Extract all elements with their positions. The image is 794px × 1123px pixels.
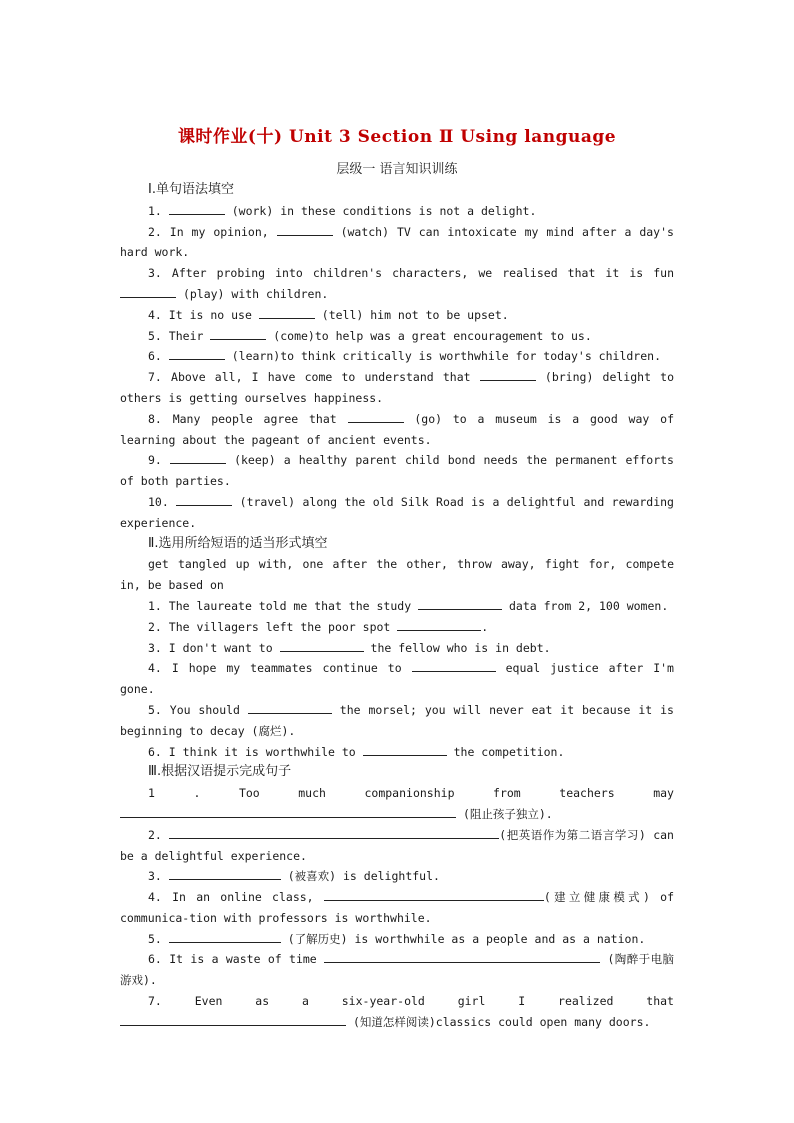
question-item: 3. I don't want to the fellow who is in debt. bbox=[148, 640, 551, 655]
answer-blank[interactable] bbox=[210, 327, 266, 340]
question-item: 1. The laureate told me that the study data from 2, 100 women. bbox=[148, 598, 669, 613]
question-item: 5. (了解历史) is worthwhile as a people and as a nation. bbox=[148, 931, 646, 946]
answer-blank[interactable] bbox=[120, 285, 176, 298]
question-item: 2. The villagers left the poor spot . bbox=[148, 619, 489, 634]
question-item: 7. Above all, I have come to understand that (bring) delight to others is getting ourselves happiness. bbox=[120, 370, 675, 405]
question-item: 3. (被喜欢) is delightful. bbox=[148, 869, 440, 884]
answer-blank[interactable] bbox=[324, 888, 544, 901]
question-item: 6. It is a waste of time (陶醉于电脑游戏). bbox=[120, 952, 674, 988]
section-heading: Ⅰ.单句语法填空 bbox=[148, 182, 234, 197]
question-item: 4. I hope my teammates continue to equal justice after I'm gone. bbox=[120, 661, 674, 697]
question-item: 7. Even as a six-year-old girl I realized that (知道怎样阅读)classics could open many doors. bbox=[120, 991, 674, 1033]
answer-blank[interactable] bbox=[363, 743, 447, 756]
question-item: 6. I think it is worthwhile to the competition. bbox=[148, 744, 565, 759]
question-item: 6. (learn)to think critically is worthwhile for today's children. bbox=[148, 349, 661, 364]
answer-blank[interactable] bbox=[324, 950, 600, 963]
question-item: 1. (work) in these conditions is not a delight. bbox=[148, 203, 537, 218]
answer-blank[interactable] bbox=[169, 347, 225, 360]
answer-blank[interactable] bbox=[348, 410, 404, 423]
answer-blank[interactable] bbox=[397, 618, 481, 631]
answer-blank[interactable] bbox=[120, 1013, 346, 1026]
answer-blank[interactable] bbox=[169, 202, 225, 215]
question-item: 4. It is no use (tell) him not to be upset. bbox=[148, 307, 509, 322]
answer-blank[interactable] bbox=[277, 223, 333, 236]
answer-blank[interactable] bbox=[176, 493, 232, 506]
answer-blank[interactable] bbox=[248, 701, 332, 714]
question-item: 1 . Too much companionship from teachers may (阻止孩子独立). bbox=[120, 783, 674, 825]
answer-blank[interactable] bbox=[169, 930, 281, 943]
answer-blank[interactable] bbox=[259, 306, 315, 319]
exercise-content bbox=[120, 180, 674, 1033]
level-subtitle: 层级一 语言知识训练 bbox=[336, 162, 458, 177]
section-heading: Ⅲ.根据汉语提示完成句子 bbox=[148, 764, 292, 780]
section-heading: Ⅱ.选用所给短语的适当形式填空 bbox=[148, 535, 328, 551]
phrase-bank: get tangled up with, one after the other, throw away, fight for, compete in, be based on bbox=[120, 557, 674, 593]
question-line: 1 . Too much companionship from teachers may bbox=[148, 786, 674, 801]
answer-blank[interactable] bbox=[480, 368, 536, 381]
answer-blank[interactable] bbox=[418, 597, 502, 610]
answer-blank[interactable] bbox=[169, 867, 281, 880]
question-item: 2. In my opinion, (watch) TV can intoxicate my mind after a day's hard work. bbox=[120, 224, 674, 260]
question-item: 5. You should the morsel; you will never eat it because it is beginning to decay (腐烂). bbox=[120, 702, 674, 738]
question-item: 2. (把英语作为第二语言学习) can be a delightful experience. bbox=[120, 827, 674, 863]
answer-blank[interactable] bbox=[120, 805, 456, 818]
answer-blank[interactable] bbox=[412, 659, 496, 672]
question-item: 5. Their (come)to help was a great encouragement to us. bbox=[148, 328, 592, 343]
question-item: 3. After probing into children's characters, we realised that it is fun (play) with children. bbox=[120, 263, 674, 305]
question-item: 9. (keep) a healthy parent child bond needs the permanent efforts of both parties. bbox=[120, 453, 674, 489]
answer-blank[interactable] bbox=[280, 639, 364, 652]
question-item: 4. In an online class, (建立健康模式) of communica-tion with professors is worthwhile. bbox=[120, 890, 674, 925]
question-item: 10. (travel) along the old Silk Road is a delightful and rewarding experience. bbox=[120, 494, 674, 530]
answer-blank[interactable] bbox=[170, 451, 226, 464]
answer-blank[interactable] bbox=[169, 826, 499, 839]
question-item: 8. Many people agree that (go) to a museum is a good way of learning about the pageant of ancient events. bbox=[120, 411, 674, 447]
page-title: 课时作业(十) Unit 3 Section Ⅱ Using language bbox=[177, 127, 617, 147]
